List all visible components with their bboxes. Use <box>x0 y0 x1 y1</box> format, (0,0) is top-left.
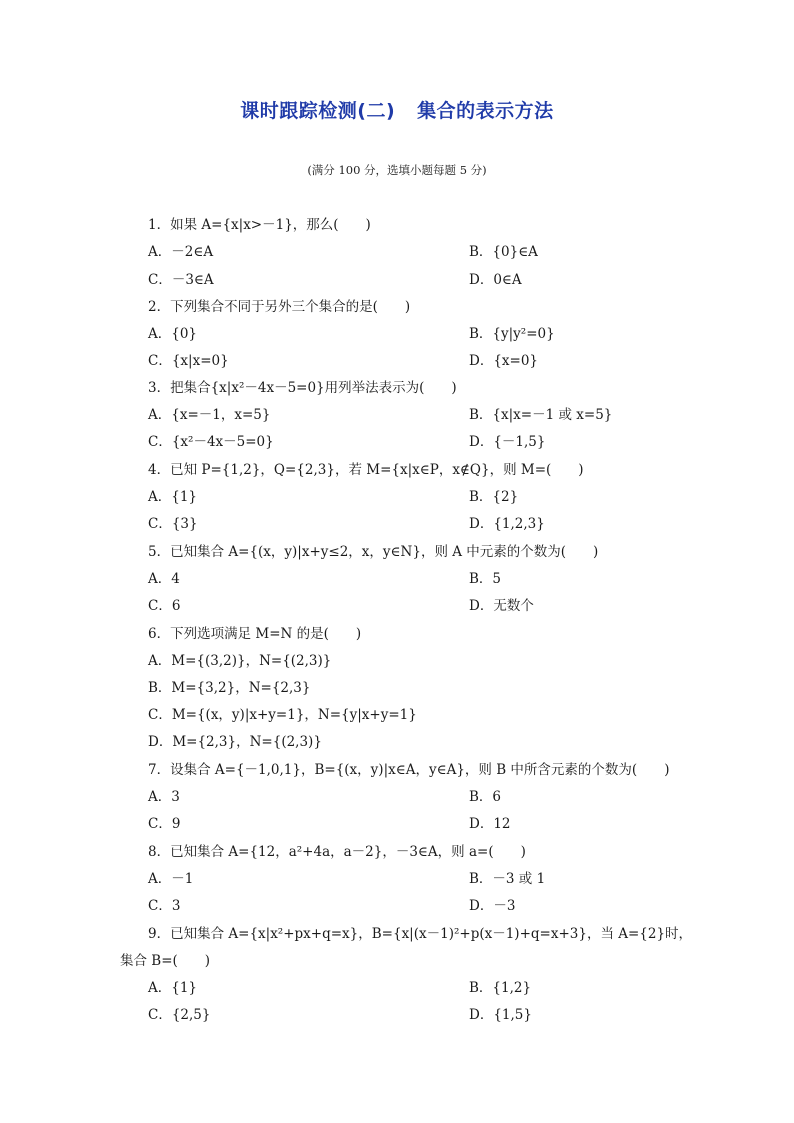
question-6-stem: 6．下列选项满足 M=N 的是( ) <box>148 626 362 642</box>
question-8-stem: 8．已知集合 A={12，a²+4a，a－2}，－3∈A，则 a=( ) <box>148 844 526 860</box>
question-7-option-d[interactable]: D．12 <box>469 816 511 832</box>
question-3-stem: 3．把集合{x|x²－4x－5=0}用列举法表示为( ) <box>148 380 457 396</box>
question-6-option-c[interactable]: C．M={(x，y)|x+y=1}，N={y|x+y=1} <box>148 707 417 723</box>
question-8-option-c[interactable]: C．3 <box>148 898 181 914</box>
title-right: 集合的表示方法 <box>417 100 554 122</box>
question-9-option-b[interactable]: B．{1,2} <box>469 980 532 996</box>
question-9-option-a[interactable]: A．{1} <box>148 980 198 996</box>
question-1-option-b[interactable]: B．{0}∈A <box>469 244 538 260</box>
question-2-stem: 2．下列集合不同于另外三个集合的是( ) <box>148 299 411 315</box>
question-6-option-d[interactable]: D．M={2,3}，N={(2,3)} <box>148 734 322 750</box>
question-9-option-d[interactable]: D．{1,5} <box>469 1007 532 1023</box>
question-1-option-a[interactable]: A．－2∈A <box>148 244 214 260</box>
question-5-option-d[interactable]: D．无数个 <box>469 598 534 614</box>
question-7-stem: 7．设集合 A={－1,0,1}，B={(x，y)|x∈A，y∈A}，则 B 中所含元素的个数为( ) <box>148 762 670 778</box>
question-5-stem: 5．已知集合 A={(x，y)|x+y≤2，x，y∈N}，则 A 中元素的个数为( ) <box>148 544 599 560</box>
question-3-option-c[interactable]: C．{x²－4x－5=0} <box>148 434 274 450</box>
question-2-option-d[interactable]: D．{x=0} <box>469 353 539 369</box>
question-7-option-a[interactable]: A．3 <box>148 789 180 805</box>
question-3-option-d[interactable]: D．{－1,5} <box>469 434 546 450</box>
question-4-option-a[interactable]: A．{1} <box>148 489 198 505</box>
question-4-option-b[interactable]: B．{2} <box>469 489 519 505</box>
question-9-option-c[interactable]: C．{2,5} <box>148 1007 211 1023</box>
question-2-option-c[interactable]: C．{x|x=0} <box>148 353 229 369</box>
question-8-option-b[interactable]: B．－3 或 1 <box>469 871 546 887</box>
question-8-option-a[interactable]: A．－1 <box>148 871 194 887</box>
question-5-option-a[interactable]: A．4 <box>148 571 180 587</box>
question-9-stem: 9．已知集合 A={x|x²+px+q=x}，B={x|(x－1)²+p(x－1)+q=x+3}，当 A={2}时， <box>148 926 693 942</box>
question-1-option-d[interactable]: D．0∈A <box>469 272 522 288</box>
question-2-option-b[interactable]: B．{y|y²=0} <box>469 326 555 342</box>
question-3-option-b[interactable]: B．{x|x=－1 或 x=5} <box>469 407 613 423</box>
question-3-option-a[interactable]: A．{x=－1，x=5} <box>148 407 271 423</box>
question-9-stem-continued: 集合 B=( ) <box>120 953 211 969</box>
question-6-option-b[interactable]: B．M={3,2}，N={2,3} <box>148 680 311 696</box>
question-8-option-d[interactable]: D．－3 <box>469 898 516 914</box>
question-5-option-c[interactable]: C．6 <box>148 598 181 614</box>
page-title <box>0 96 794 123</box>
question-1-option-c[interactable]: C．－3∈A <box>148 272 214 288</box>
question-4-option-c[interactable]: C．{3} <box>148 516 198 532</box>
question-1-stem: 1．如果 A={x|x>－1}，那么( ) <box>148 217 371 233</box>
question-7-option-c[interactable]: C．9 <box>148 816 181 832</box>
question-5-option-b[interactable]: B．5 <box>469 571 502 587</box>
title-left: 课时跟踪检测(二) <box>240 100 396 122</box>
question-4-option-d[interactable]: D．{1,2,3} <box>469 516 545 532</box>
question-4-stem: 4．已知 P={1,2}，Q={2,3}，若 M={x|x∈P，x∉Q}，则 M=( ) <box>148 462 584 478</box>
score-note: (满分 100 分，选填小题每题 5 分) <box>307 163 487 177</box>
question-6-option-a[interactable]: A．M={(3,2)}，N={(2,3)} <box>148 653 332 669</box>
question-7-option-b[interactable]: B．6 <box>469 789 502 805</box>
question-2-option-a[interactable]: A．{0} <box>148 326 198 342</box>
